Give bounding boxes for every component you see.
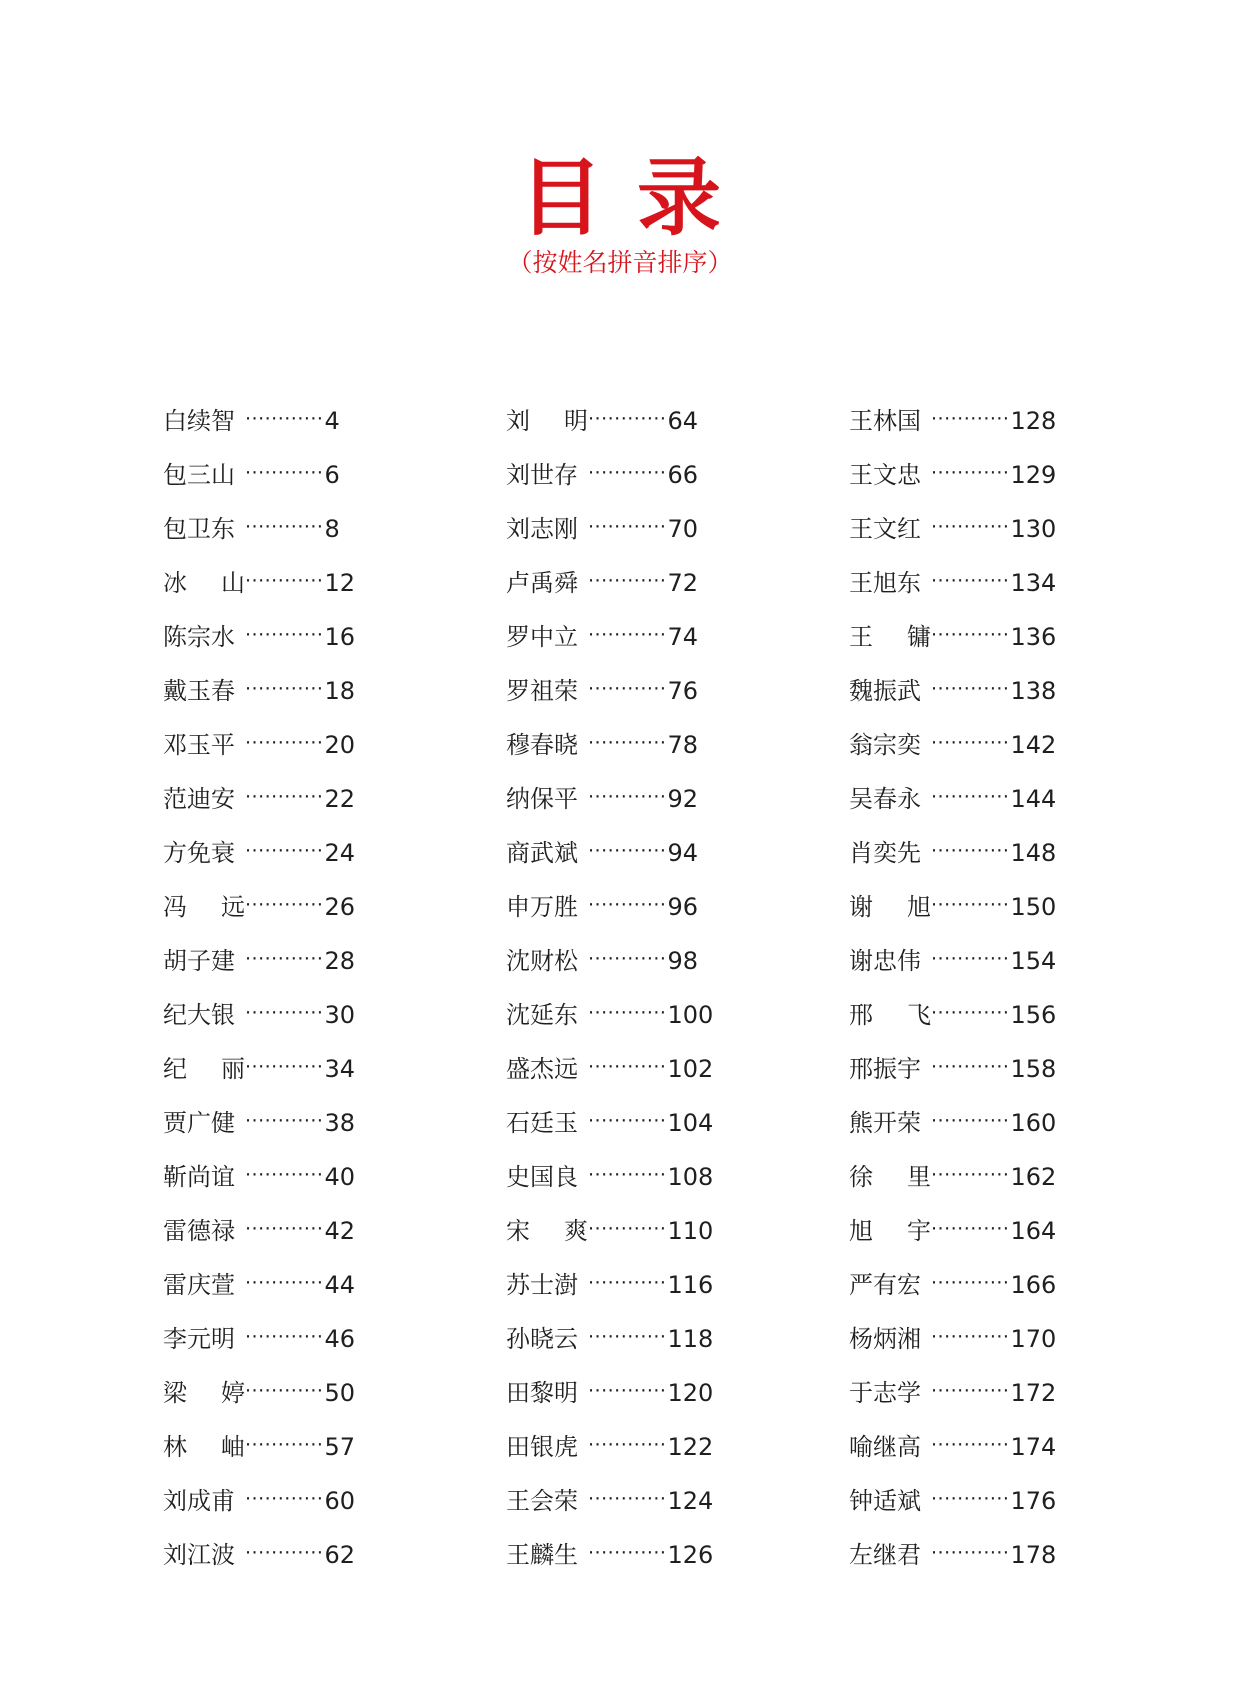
dot-leader: ············ <box>931 1164 1010 1186</box>
toc-entry[interactable] <box>506 707 846 761</box>
toc-entry-name: 刘江波 <box>163 1541 235 1569</box>
toc-entry-name-char: 宇 <box>907 1217 931 1245</box>
toc-entry-page: 129 <box>1010 461 1057 489</box>
toc-entry-name: 申万胜 <box>506 893 578 921</box>
toc-entry-page: 144 <box>1010 785 1057 813</box>
toc-entry[interactable] <box>506 1463 846 1517</box>
toc-entry-page: 74 <box>667 623 699 651</box>
toc-entry[interactable] <box>849 491 1189 545</box>
dot-leader: ············ <box>588 948 667 970</box>
dot-leader: ············ <box>588 408 667 430</box>
toc-entry[interactable] <box>163 437 503 491</box>
toc-entry-name: 王林国 <box>849 407 921 435</box>
toc-entry-name: 钟适斌 <box>849 1487 921 1515</box>
toc-entry-name: 田银虎 <box>506 1433 578 1461</box>
toc-entry-page: 104 <box>667 1109 714 1137</box>
toc-entry-page: 4 <box>324 407 340 435</box>
dot-leader: ············ <box>245 624 324 646</box>
toc-entry-name-char: 远 <box>221 893 245 921</box>
toc-entry-name: 靳尚谊 <box>163 1163 235 1191</box>
toc-entry[interactable] <box>849 1139 1189 1193</box>
toc-entry[interactable] <box>163 1085 503 1139</box>
toc-entry[interactable] <box>849 1517 1189 1571</box>
toc-entry[interactable] <box>849 977 1189 1031</box>
toc-entry-name: 雷德禄 <box>163 1217 235 1245</box>
toc-entry-name: 刘世存 <box>506 461 578 489</box>
toc-entry[interactable] <box>849 923 1189 977</box>
toc-entry-name: 包卫东 <box>163 515 235 543</box>
toc-entry[interactable] <box>506 761 846 815</box>
toc-entry-name: 刘志刚 <box>506 515 578 543</box>
toc-entry-name-char: 里 <box>907 1163 931 1191</box>
toc-entry-name: 罗祖荣 <box>506 677 578 705</box>
dot-leader: ············ <box>931 516 1010 538</box>
toc-entry-name <box>506 1215 588 1247</box>
toc-entry-name: 吴春永 <box>849 785 921 813</box>
toc-entry-name <box>163 1431 245 1463</box>
toc-entry-name: 于志学 <box>849 1379 921 1407</box>
dot-leader: ············ <box>245 462 324 484</box>
dot-leader: ············ <box>588 894 667 916</box>
toc-entry-page: 110 <box>667 1217 714 1245</box>
toc-entry[interactable] <box>849 383 1189 437</box>
dot-leader: ············ <box>588 462 667 484</box>
toc-entry-page: 44 <box>324 1271 356 1299</box>
toc-entry-name: 王会荣 <box>506 1487 578 1515</box>
dot-leader: ············ <box>245 1110 324 1132</box>
toc-entry[interactable] <box>163 1301 503 1355</box>
toc-entry-name-char: 宋 <box>506 1217 530 1245</box>
toc-entry[interactable] <box>849 761 1189 815</box>
toc-entry-name: 左继君 <box>849 1541 921 1569</box>
toc-entry-name-char: 邢 <box>849 1001 873 1029</box>
toc-entry-page: 158 <box>1010 1055 1057 1083</box>
toc-entry-page: 16 <box>324 623 356 651</box>
toc-entry[interactable] <box>849 437 1189 491</box>
toc-entry[interactable] <box>849 545 1189 599</box>
toc-entry[interactable] <box>849 1247 1189 1301</box>
dot-leader: ············ <box>245 1326 324 1348</box>
toc-entry[interactable] <box>849 1031 1189 1085</box>
toc-entry[interactable] <box>506 1301 846 1355</box>
toc-entry-name-char: 梁 <box>163 1379 187 1407</box>
toc-entry[interactable] <box>506 1193 846 1247</box>
toc-entry-page: 102 <box>667 1055 714 1083</box>
toc-entry-page: 34 <box>324 1055 356 1083</box>
toc-entry-page: 92 <box>667 785 699 813</box>
toc-entry[interactable] <box>506 1139 846 1193</box>
toc-entry-name: 陈宗水 <box>163 623 235 651</box>
toc-entry[interactable] <box>506 1247 846 1301</box>
dot-leader: ············ <box>245 1272 324 1294</box>
dot-leader: ············ <box>588 1488 667 1510</box>
toc-entry-page: 20 <box>324 731 356 759</box>
dot-leader: ············ <box>588 678 667 700</box>
dot-leader: ············ <box>245 1164 324 1186</box>
toc-entry-page: 8 <box>324 515 340 543</box>
toc-entry[interactable] <box>849 1355 1189 1409</box>
toc-entry[interactable] <box>506 437 846 491</box>
toc-entry-page: 126 <box>667 1541 714 1569</box>
toc-entry-page: 176 <box>1010 1487 1057 1515</box>
dot-leader: ············ <box>931 462 1010 484</box>
toc-entry-page: 24 <box>324 839 356 867</box>
toc-entry[interactable] <box>163 1463 503 1517</box>
toc-entry-page: 170 <box>1010 1325 1057 1353</box>
dot-leader: ············ <box>588 1434 667 1456</box>
toc-entry[interactable] <box>506 923 846 977</box>
toc-entry[interactable] <box>163 977 503 1031</box>
dot-leader: ············ <box>245 1434 324 1456</box>
toc-entry-name-char: 岫 <box>221 1433 245 1461</box>
toc-entry-name-char: 谢 <box>849 893 873 921</box>
toc-entry-name-char: 飞 <box>907 1001 931 1029</box>
dot-leader: ············ <box>931 408 1010 430</box>
dot-leader: ············ <box>931 1488 1010 1510</box>
toc-entry-page: 28 <box>324 947 356 975</box>
toc-entry-page: 22 <box>324 785 356 813</box>
toc-entry[interactable] <box>506 653 846 707</box>
dot-leader: ············ <box>931 1218 1010 1240</box>
toc-entry[interactable] <box>163 761 503 815</box>
toc-entry-name-char: 纪 <box>163 1055 187 1083</box>
toc-entry[interactable] <box>163 923 503 977</box>
toc-entry[interactable] <box>849 1409 1189 1463</box>
toc-entry[interactable] <box>163 599 503 653</box>
dot-leader: ············ <box>931 1110 1010 1132</box>
toc-entry[interactable] <box>506 1085 846 1139</box>
toc-entry-name: 贾广健 <box>163 1109 235 1137</box>
toc-subtitle: （按姓名拼音排序） <box>507 248 733 277</box>
dot-leader: ············ <box>245 678 324 700</box>
dot-leader: ············ <box>588 840 667 862</box>
toc-entry-name-char: 旭 <box>907 893 931 921</box>
toc-entry-page: 174 <box>1010 1433 1057 1461</box>
dot-leader: ············ <box>931 786 1010 808</box>
dot-leader: ············ <box>588 516 667 538</box>
toc-entry-page: 100 <box>667 1001 714 1029</box>
toc-entry-page: 40 <box>324 1163 356 1191</box>
toc-entry-name: 纪大银 <box>163 1001 235 1029</box>
toc-entry-name: 白续智 <box>163 407 235 435</box>
toc-entry-page: 124 <box>667 1487 714 1515</box>
dot-leader: ············ <box>245 1542 324 1564</box>
toc-entry-page: 26 <box>324 893 356 921</box>
toc-entry-page: 118 <box>667 1325 714 1353</box>
dot-leader: ············ <box>931 1542 1010 1564</box>
toc-entry-page: 98 <box>667 947 699 975</box>
toc-entry-name: 戴玉春 <box>163 677 235 705</box>
toc-entry-page: 42 <box>324 1217 356 1245</box>
toc-entry-page: 130 <box>1010 515 1057 543</box>
toc-entry[interactable] <box>849 1463 1189 1517</box>
toc-entry-name: 苏士澍 <box>506 1271 578 1299</box>
toc-entry[interactable] <box>163 1139 503 1193</box>
toc-entry-name: 包三山 <box>163 461 235 489</box>
toc-entry-name: 穆春晓 <box>506 731 578 759</box>
toc-entry[interactable] <box>506 1409 846 1463</box>
toc-entry-page: 70 <box>667 515 699 543</box>
toc-entry-name: 喻继高 <box>849 1433 921 1461</box>
toc-entry-name: 王文红 <box>849 515 921 543</box>
dot-leader: ············ <box>588 1218 667 1240</box>
toc-entry-name: 杨炳湘 <box>849 1325 921 1353</box>
toc-entry[interactable] <box>506 977 846 1031</box>
toc-entry-name-char: 爽 <box>564 1217 588 1245</box>
toc-entry-name: 王旭东 <box>849 569 921 597</box>
toc-entry-name: 沈延东 <box>506 1001 578 1029</box>
toc-entry-name: 史国良 <box>506 1163 578 1191</box>
toc-entry[interactable] <box>163 545 503 599</box>
toc-entry[interactable] <box>163 653 503 707</box>
toc-entry-name: 沈财松 <box>506 947 578 975</box>
toc-entry-name: 范迪安 <box>163 785 235 813</box>
dot-leader: ············ <box>931 894 1010 916</box>
toc-entry-page: 162 <box>1010 1163 1057 1191</box>
toc-entry-name-char: 镛 <box>907 623 931 651</box>
toc-entry-page: 72 <box>667 569 699 597</box>
toc-entry-name: 雷庆萱 <box>163 1271 235 1299</box>
dot-leader: ············ <box>245 786 324 808</box>
dot-leader: ············ <box>245 516 324 538</box>
dot-leader: ············ <box>931 1380 1010 1402</box>
toc-entry-name: 孙晓云 <box>506 1325 578 1353</box>
toc-entry[interactable] <box>506 599 846 653</box>
toc-entry-page: 62 <box>324 1541 356 1569</box>
toc-entry[interactable] <box>849 869 1189 923</box>
dot-leader: ············ <box>245 408 324 430</box>
toc-entry-name <box>163 1377 245 1409</box>
toc-entry-page: 64 <box>667 407 699 435</box>
toc-entry[interactable] <box>506 869 846 923</box>
toc-entry-name-char: 明 <box>564 407 588 435</box>
dot-leader: ············ <box>588 1272 667 1294</box>
dot-leader: ············ <box>588 1002 667 1024</box>
toc-entry-name: 石廷玉 <box>506 1109 578 1137</box>
toc-entry[interactable] <box>163 869 503 923</box>
toc-entry-name: 王文忠 <box>849 461 921 489</box>
dot-leader: ············ <box>588 1542 667 1564</box>
toc-columns <box>0 383 1240 1583</box>
toc-entry-name <box>163 1053 245 1085</box>
toc-entry-page: 78 <box>667 731 699 759</box>
dot-leader: ············ <box>588 1110 667 1132</box>
toc-entry-name: 邓玉平 <box>163 731 235 759</box>
toc-entry-name-char: 婷 <box>221 1379 245 1407</box>
toc-entry-page: 138 <box>1010 677 1057 705</box>
toc-entry-name: 王麟生 <box>506 1541 578 1569</box>
toc-entry[interactable] <box>849 1301 1189 1355</box>
toc-entry-page: 148 <box>1010 839 1057 867</box>
toc-entry-name: 方免衰 <box>163 839 235 867</box>
toc-entry-page: 164 <box>1010 1217 1057 1245</box>
toc-entry-name: 刘成甫 <box>163 1487 235 1515</box>
toc-entry[interactable] <box>506 383 846 437</box>
toc-entry[interactable] <box>163 1193 503 1247</box>
toc-entry-page: 178 <box>1010 1541 1057 1569</box>
toc-entry-name <box>163 567 245 599</box>
dot-leader: ············ <box>931 840 1010 862</box>
toc-entry-page: 128 <box>1010 407 1057 435</box>
toc-entry-name: 胡子建 <box>163 947 235 975</box>
toc-entry-page: 18 <box>324 677 356 705</box>
dot-leader: ············ <box>588 1380 667 1402</box>
toc-entry-name: 盛杰远 <box>506 1055 578 1083</box>
dot-leader: ············ <box>245 1056 324 1078</box>
toc-entry-page: 108 <box>667 1163 714 1191</box>
dot-leader: ············ <box>245 1488 324 1510</box>
toc-entry[interactable] <box>163 1355 503 1409</box>
dot-leader: ············ <box>245 840 324 862</box>
toc-entry-name-char: 山 <box>221 569 245 597</box>
dot-leader: ············ <box>588 1326 667 1348</box>
toc-entry-page: 156 <box>1010 1001 1057 1029</box>
toc-entry[interactable] <box>849 1085 1189 1139</box>
toc-entry-name-char: 旭 <box>849 1217 873 1245</box>
toc-entry-page: 160 <box>1010 1109 1057 1137</box>
toc-entry[interactable] <box>163 1031 503 1085</box>
toc-entry[interactable] <box>506 1031 846 1085</box>
toc-column-1 <box>163 383 503 1571</box>
toc-entry-name <box>849 999 931 1031</box>
dot-leader: ············ <box>245 948 324 970</box>
toc-entry-name: 翁宗奕 <box>849 731 921 759</box>
toc-entry-page: 50 <box>324 1379 356 1407</box>
toc-entry[interactable] <box>163 1247 503 1301</box>
toc-entry[interactable] <box>849 815 1189 869</box>
dot-leader: ············ <box>931 1434 1010 1456</box>
dot-leader: ············ <box>245 1218 324 1240</box>
toc-entry-name-char: 王 <box>849 623 873 651</box>
toc-column-3 <box>849 383 1189 1571</box>
toc-entry[interactable] <box>849 599 1189 653</box>
toc-entry-page: 172 <box>1010 1379 1057 1407</box>
toc-entry-page: 96 <box>667 893 699 921</box>
toc-entry-name <box>849 1215 931 1247</box>
toc-entry-name <box>849 1161 931 1193</box>
toc-entry[interactable] <box>849 1193 1189 1247</box>
dot-leader: ············ <box>931 1272 1010 1294</box>
toc-entry-name: 李元明 <box>163 1325 235 1353</box>
toc-entry-name: 田黎明 <box>506 1379 578 1407</box>
toc-entry-name: 卢禹舜 <box>506 569 578 597</box>
toc-entry-name: 熊开荣 <box>849 1109 921 1137</box>
dot-leader: ············ <box>245 1002 324 1024</box>
toc-entry-page: 150 <box>1010 893 1057 921</box>
toc-entry[interactable] <box>849 707 1189 761</box>
dot-leader: ············ <box>931 732 1010 754</box>
toc-entry-name-char: 冰 <box>163 569 187 597</box>
dot-leader: ············ <box>588 1056 667 1078</box>
toc-entry-page: 120 <box>667 1379 714 1407</box>
toc-entry[interactable] <box>163 1517 503 1571</box>
toc-entry-name-char: 刘 <box>506 407 530 435</box>
toc-entry-name-char: 冯 <box>163 893 187 921</box>
dot-leader: ············ <box>245 570 324 592</box>
toc-title: 目录 <box>518 149 755 247</box>
toc-entry-name: 谢忠伟 <box>849 947 921 975</box>
toc-entry-name <box>506 405 588 437</box>
dot-leader: ············ <box>588 732 667 754</box>
dot-leader: ············ <box>588 1164 667 1186</box>
dot-leader: ············ <box>588 786 667 808</box>
toc-entry-name: 魏振武 <box>849 677 921 705</box>
toc-entry[interactable] <box>506 491 846 545</box>
toc-entry-page: 134 <box>1010 569 1057 597</box>
toc-entry-name: 商武斌 <box>506 839 578 867</box>
toc-entry-page: 12 <box>324 569 356 597</box>
toc-entry-page: 142 <box>1010 731 1057 759</box>
toc-entry[interactable] <box>506 545 846 599</box>
dot-leader: ············ <box>931 570 1010 592</box>
toc-entry[interactable] <box>163 491 503 545</box>
toc-entry[interactable] <box>506 815 846 869</box>
toc-entry[interactable] <box>163 383 503 437</box>
toc-entry[interactable] <box>506 1355 846 1409</box>
dot-leader: ············ <box>245 894 324 916</box>
toc-entry-name: 纳保平 <box>506 785 578 813</box>
toc-entry-name <box>849 891 931 923</box>
toc-entry[interactable] <box>163 1409 503 1463</box>
toc-entry-page: 136 <box>1010 623 1057 651</box>
dot-leader: ············ <box>245 1380 324 1402</box>
dot-leader: ············ <box>931 1002 1010 1024</box>
toc-entry-name-char: 丽 <box>221 1055 245 1083</box>
toc-entry-page: 46 <box>324 1325 356 1353</box>
toc-entry-name: 罗中立 <box>506 623 578 651</box>
toc-entry-page: 6 <box>324 461 340 489</box>
toc-entry-page: 60 <box>324 1487 356 1515</box>
toc-entry-page: 94 <box>667 839 699 867</box>
toc-entry-page: 76 <box>667 677 699 705</box>
toc-entry[interactable] <box>163 815 503 869</box>
dot-leader: ············ <box>588 624 667 646</box>
toc-entry-page: 122 <box>667 1433 714 1461</box>
dot-leader: ············ <box>931 624 1010 646</box>
toc-column-2 <box>506 383 846 1571</box>
toc-entry-page: 154 <box>1010 947 1057 975</box>
toc-entry-name-char: 林 <box>163 1433 187 1461</box>
dot-leader: ············ <box>931 1326 1010 1348</box>
toc-entry-name-char: 徐 <box>849 1163 873 1191</box>
toc-entry-name <box>849 621 931 653</box>
toc-entry[interactable] <box>163 707 503 761</box>
dot-leader: ············ <box>245 732 324 754</box>
toc-entry[interactable] <box>849 653 1189 707</box>
toc-entry-page: 38 <box>324 1109 356 1137</box>
toc-entry-name: 邢振宇 <box>849 1055 921 1083</box>
dot-leader: ············ <box>931 948 1010 970</box>
toc-entry-page: 30 <box>324 1001 356 1029</box>
toc-entry-name: 肖奕先 <box>849 839 921 867</box>
dot-leader: ············ <box>931 678 1010 700</box>
toc-entry-name <box>163 891 245 923</box>
toc-entry[interactable] <box>506 1517 846 1571</box>
toc-entry-page: 66 <box>667 461 699 489</box>
toc-entry-name: 严有宏 <box>849 1271 921 1299</box>
dot-leader: ············ <box>588 570 667 592</box>
toc-entry-page: 116 <box>667 1271 714 1299</box>
toc-entry-page: 57 <box>324 1433 356 1461</box>
dot-leader: ············ <box>931 1056 1010 1078</box>
toc-entry-page: 166 <box>1010 1271 1057 1299</box>
